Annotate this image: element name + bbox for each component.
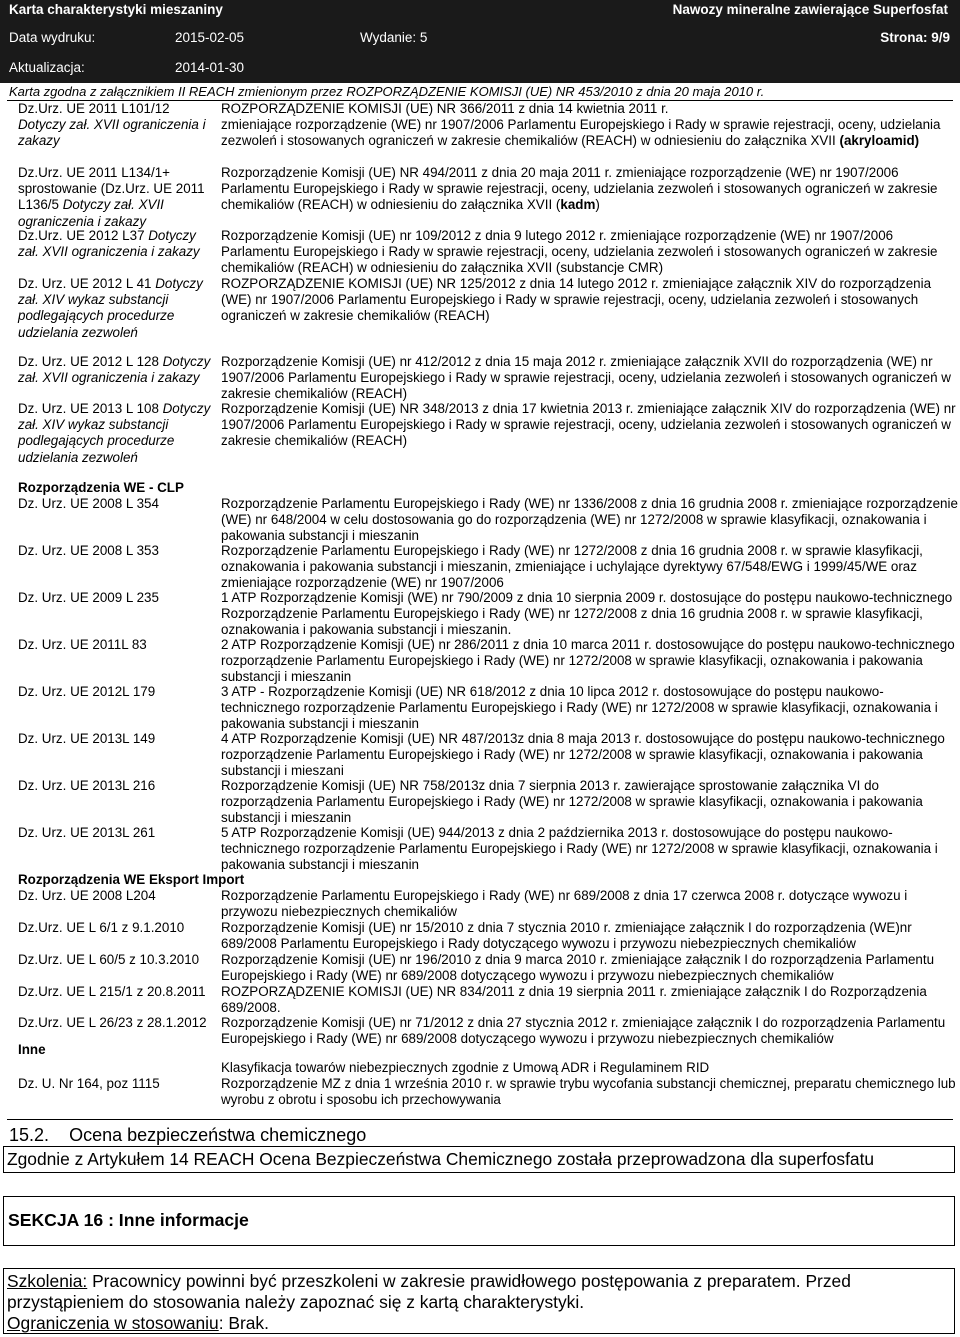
section-16-body — [4, 1269, 954, 1336]
regulation-reference: Dz.Urz. UE L 26/23 z 28.1.2012 — [18, 1015, 207, 1030]
regulation-reference: Dz. Urz. UE 2012 L 128 Dotyczy zał. XVII ograniczenia i zakazy — [18, 354, 211, 386]
training-text: Pracownicy powinni być przeszkoleni w zakresie prawidłowego postępowania z preparatem. Przed przystąpieniem do stosowania należy zapoznać się z kartą charakterystyki. — [7, 1271, 851, 1312]
limits-text: : Brak. — [218, 1313, 269, 1333]
regulation-reference: Dz.Urz. UE 2011 L101/12 — [18, 101, 170, 116]
doc-title: Karta charakterystyki mieszaniny — [9, 2, 223, 17]
regulation-reference: Dz. Urz. UE 2011L 83 — [18, 637, 147, 652]
regulation-description: Rozporządzenie Parlamentu Europejskiego i Rady (WE) nr 1336/2008 z dnia 16 grudnia 2008 r. zmieniające rozporządzenie (WE) nr 648/2004 w celu dostosowania go do rozporządzenia (WE) nr 1272/2008 w sprawie klasyfikacji, oznakowania i pakowania substancji i mieszanin — [221, 496, 958, 544]
section-15-2-number: 15.2. — [9, 1125, 50, 1145]
regulation-reference: Dz. Urz. UE 2013L 261 — [18, 825, 156, 840]
regulation-description: 1 ATP Rozporządzenie Komisji (WE) nr 790/2009 z dnia 10 sierpnia 2009 r. dostosujące do postępu naukowo-technicznego Rozporządzenie Parlamentu Europejskiego i Rady (WE) nr 1272/2008 z dnia 16 grudnia 2008 r. w sprawie klasyfikacji, oznakowania i pakowania substancji i mieszanin. — [221, 590, 953, 638]
inne-heading: Inne — [18, 1042, 46, 1057]
regulation-reference: Dz. Urz. UE 2012 L 41 Dotyczy zał. XIV wykaz substancji podlegających procedurze udzielania zezwoleń — [18, 276, 203, 340]
regulation-description: Rozporządzenie Parlamentu Europejskiego i Rady (WE) nr 689/2008 z dnia 17 czerwca 2008 r. dotyczące wywozu i przywozu niebezpiecznych chemikaliów — [221, 888, 908, 920]
export-heading: Rozporządzenia WE Eksport Import — [18, 872, 245, 887]
regulation-description: Rozporządzenie Komisji (UE) nr 109/2012 z dnia 9 lutego 2012 r. zmieniające rozporządzenie (WE) nr 1907/2006 Parlamentu Europejskiego i Rady w sprawie rejestracji, oceny, udzielania zezwoleń i stosowanych ograniczeń w zakresie chemikaliów (REACH) w odniesieniu do załącznika XVII (substancje CMR) — [221, 228, 938, 276]
section-15-2-box — [3, 1146, 955, 1173]
regulation-reference: Dz.Urz. UE L 60/5 z 10.3.2010 — [18, 952, 200, 967]
section-16-body-box — [3, 1268, 955, 1334]
regulation-reference: Dz. Urz. UE 2013 L 108 Dotyczy zał. XIV wykaz substancji podlegających procedurze udzielania zezwoleń — [18, 401, 211, 465]
regulation-description: 2 ATP Rozporządzenie Komisji (UE) nr 286/2011 z dnia 10 marca 2011 r. dostosowujące do postępu naukowo-technicznego rozporządzenie Parlamentu Europejskiego i Rady (WE) nr 1272/2008 w sprawie klasyfikacji, oznakowania i pakowania substancji i mieszanin — [221, 637, 955, 685]
regulation-reference: Dz.Urz. UE 2012 L37 Dotyczy zał. XVII ograniczenia i zakazy — [18, 228, 200, 260]
product-name: Nawozy mineralne zawierające Superfosfat — [672, 2, 948, 17]
regulation-reference: Dz. Urz. UE 2009 L 235 — [18, 590, 159, 605]
regulation-description: Rozporządzenie Komisji (UE) NR 494/2011 z dnia 20 maja 2011 r. zmieniające rozporządzenie (WE) nr 1907/2006 Parlamentu Europejskiego i Rady w sprawie rejestracji, oceny, udzielania zezwoleń i stosowanych ograniczeń w zakresie chemikaliów (REACH) w odniesieniu do załącznika XVII (kadm) — [221, 165, 938, 213]
update-date: 2014-01-30 — [175, 60, 245, 75]
regulation-description: ROZPORZĄDZENIE KOMISJI (UE) NR 834/2011 z dnia 19 sierpnia 2011 r. zmieniające załącznik I do Rozporządzenia 689/2008. — [221, 984, 927, 1016]
regulation-reference: Dz. Urz. UE 2013L 149 — [18, 731, 156, 746]
section-15-2-text: Zgodnie z Artykułem 14 REACH Ocena Bezpieczeństwa Chemicznego została przeprowadzona dla superfosfatu — [7, 1149, 875, 1169]
regulation-reference: Dz. U. Nr 164, poz 1115 — [18, 1076, 160, 1091]
regulation-description: Rozporządzenie Komisji (UE) nr 412/2012 z dnia 15 maja 2012 r. zmieniające załącznik XVII do rozporządzenia (WE) nr 1907/2006 Parlamentu Europejskiego i Rady w sprawie rejestracji, oceny, udzielania zezwoleń i stosowanych ograniczeń w zakresie chemikaliów (REACH) — [221, 354, 951, 402]
regulation-description: Rozporządzenie Komisji (UE) nr 15/2010 z dnia 7 stycznia 2010 r. zmieniające załącznik I do rozporządzenia (WE)nr 689/2008 Parlamentu Europejskiego i Rady dotyczącego wywozu i przywozu niebezpiecznych chemikaliów — [221, 920, 912, 952]
print-date-label: Data wydruku: — [9, 30, 96, 45]
regulation-description: Rozporządzenie Parlamentu Europejskiego i Rady (WE) nr 1272/2008 z dnia 16 grudnia 2008 r. w sprawie klasyfikacji, oznakowania i pakowania substancji i mieszanin, zmieniające i uchylające dyrektywy 67/548/EWG i 1999/45/WE oraz zmieniające rozporządzenie (WE) nr 1907/2006 — [221, 543, 923, 591]
section-16-title: SEKCJA 16 : Inne informacje — [8, 1210, 249, 1230]
regulation-description: 4 ATP Rozporządzenie Komisji (UE) NR 487/2013z dnia 8 maja 2013 r. dostosowujące do postępu naukowo-technicznego rozporządzenie Parlamentu Europejskiego i Rady (WE) nr 1272/2008 w sprawie klasyfikacji, oznakowania i pakowania substancji i mieszani — [221, 731, 945, 779]
regulation-reference: Dotyczy zał. XVII ograniczenia i zakazy — [18, 117, 206, 149]
regulation-description: Rozporządzenie MZ z dnia 1 września 2010 r. w sprawie trybu wycofania substancji chemicznej, preparatu chemicznego lub wyrobu z obrotu i sposobu ich przechowywania — [221, 1076, 956, 1108]
print-date: 2015-02-05 — [175, 30, 245, 45]
regulation-description: Rozporządzenie Komisji (UE) NR 758/2013z dnia 7 sierpnia 2013 r. zawierające sprostowanie załącznika VI do rozporządzenia Parlamentu Europejskiego i Rady (WE) nr 1272/2008 w sprawie klasyfikacji, oznakowania i pakowania substancji i mieszanin — [221, 778, 923, 826]
regulation-description: zmieniające rozporządzenie (WE) nr 1907/2006 Parlamentu Europejskiego i Rady w sprawie rejestracji, oceny, udzielania zezwoleń i stosowanych ograniczeń w zakresie chemikaliów (REACH) w odniesieniu do załącznika XVII (akryloamid) — [221, 117, 941, 149]
regulation-description: ROZPORZĄDZENIE KOMISJI (UE) NR 366/2011 z dnia 14 kwietnia 2011 r. — [221, 101, 669, 116]
regulation-description: 3 ATP - Rozporządzenie Komisji (UE) NR 618/2012 z dnia 10 lipca 2012 r. dostosowujące do postępu naukowo-technicznego rozporządzenie Parlamentu Europejskiego i Rady (WE) nr 1272/2008 w sprawie klasyfikacji, oznakowania i pakowania substancji i mieszanin — [221, 684, 938, 732]
regulation-reference: Dz. Urz. UE 2008 L 353 — [18, 543, 159, 558]
regulation-description: 5 ATP Rozporządzenie Komisji (UE) 944/2013 z dnia 2 października 2013 r. dostosowujące do postępu naukowo-technicznego rozporządzenie Parlamentu Europejskiego i Rady (WE) nr 1272/2008 w sprawie klasyfikacji, oznakowania i pakowania substancji i mieszanin — [221, 825, 938, 873]
regulation-reference: Dz.Urz. UE L 215/1 z 20.8.2011 — [18, 984, 206, 999]
regulation-reference: Dz. Urz. UE 2013L 216 — [18, 778, 156, 793]
regulation-description: ROZPORZĄDZENIE KOMISJI (UE) NR 125/2012 z dnia 14 lutego 2012 r. zmieniające załącznik XIV do rozporządzenia (WE) nr 1907/2006 Parlamentu Europejskiego i Rady w sprawie rejestracji, oceny, udzielania zezwoleń i stosowanych ograniczeń w zakresie chemikaliów (REACH) — [221, 276, 932, 324]
document-header — [0, 0, 960, 83]
regulation-description: Rozporządzenie Komisji (UE) NR 348/2013 z dnia 17 kwietnia 2013 r. zmieniające załącznik XIV do rozporządzenia (WE) nr 1907/2006 Parlamentu Europejskiego i Rady w sprawie rejestracji, oceny, udzielania zezwoleń i stosowanych ograniczeń w zakresie chemikaliów (REACH) — [221, 401, 956, 449]
regulation-reference: Dz. Urz. UE 2008 L204 — [18, 888, 156, 903]
update-label: Aktualizacja: — [9, 60, 85, 75]
edition-label: Wydanie: 5 — [360, 30, 428, 45]
regulation-description: Rozporządzenie Komisji (UE) nr 196/2010 z dnia 9 marca 2010 r. zmieniające załącznik I do rozporządzenia Parlamentu Europejskiego i Rady (WE) nr 689/2008 dotyczącego wywozu i przywozu niebezpiecznych chemikaliów — [221, 952, 935, 984]
page-number: Strona: 9/9 — [880, 30, 950, 45]
conformity-note: Karta zgodna z załącznikiem II REACH zmienionym przez ROZPORZĄDZENIE KOMISJI (UE) NR 453/2010 z dnia 20 maja 2010 r. — [9, 84, 765, 99]
clp-heading: Rozporządzenia WE - CLP — [18, 480, 184, 495]
regulation-reference: Dz.Urz. UE L 6/1 z 9.1.2010 — [18, 920, 185, 935]
regulation-description: Rozporządzenie Komisji (UE) nr 71/2012 z dnia 27 stycznia 2012 r. zmieniające załącznik I do rozporządzenia Parlamentu Europejskiego i Rady (WE) nr 689/2008 dotyczącego wywozu i przywozu niebezpiecznych chemikaliów — [221, 1015, 946, 1047]
regulation-reference: Dz. Urz. UE 2012L 179 — [18, 684, 156, 699]
training-label: Szkolenia: — [7, 1271, 88, 1291]
section-15-2-heading — [9, 1125, 366, 1146]
section-15-2-title: Ocena bezpieczeństwa chemicznego — [69, 1125, 367, 1145]
section-divider — [7, 1119, 953, 1120]
limits-label: Ograniczenia w stosowaniu — [7, 1313, 219, 1333]
regulation-description: Klasyfikacja towarów niebezpiecznych zgodnie z Umową ADR i Regulaminem RID — [221, 1060, 710, 1075]
regulation-reference: Dz.Urz. UE 2011 L134/1+ sprostowanie (Dz.Urz. UE 2011 L136/5 Dotyczy zał. XVII ograniczenia i zakazy — [18, 165, 205, 229]
regulation-reference: Dz. Urz. UE 2008 L 354 — [18, 496, 159, 511]
